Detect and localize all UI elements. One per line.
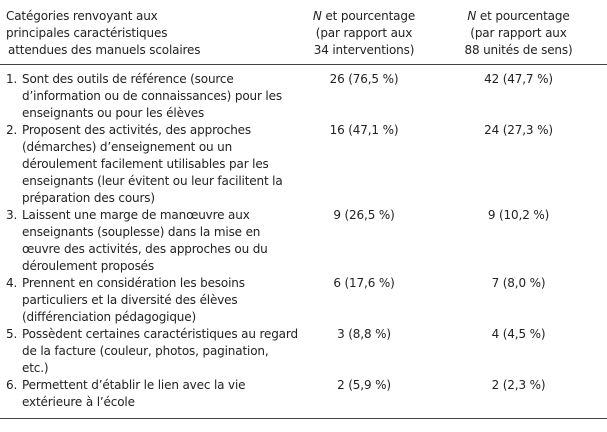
interventions-cell: 2 (5,9 %): [298, 377, 430, 419]
table-body: [0, 65, 607, 419]
header-interventions-line2: (par rapport aux: [315, 26, 413, 40]
units-cell: 2 (2,3 %): [430, 377, 607, 419]
units-cell: 24 (27,3 %): [484, 123, 553, 137]
category-text: Laissent une marge de manœuvre aux enseignants (souplesse) dans la mise en œuvre des activités, des approches ou du déroulement proposés: [22, 208, 268, 273]
header-interventions-line1: [298, 8, 430, 25]
table-row: [0, 207, 607, 275]
units-cell: 42 (47,7 %): [484, 72, 553, 86]
table-header: [0, 2, 607, 65]
results-table: [0, 2, 607, 419]
category-cell: [0, 122, 298, 207]
category-cell: [0, 207, 298, 275]
category-text: Permettent d’établir le lien avec la vie extérieure à l’école: [22, 378, 246, 409]
row-number: 3.: [6, 208, 18, 222]
interventions-cell: 9 (26,5 %): [333, 208, 395, 222]
header-categories-line1: Catégories renvoyant aux: [6, 9, 158, 23]
header-interventions-n: N: [312, 9, 322, 23]
header-categories-line2: principales caractéristiques: [6, 26, 168, 40]
header-interventions-line1-rest: et pourcentage: [321, 9, 416, 23]
header-units: [430, 2, 607, 65]
units-cell: 9 (10,2 %): [487, 208, 550, 222]
header-units-line1-rest: et pourcentage: [476, 9, 570, 23]
header-categories-line3: attendues des manuels scolaires: [8, 43, 201, 57]
table-row: [0, 377, 607, 419]
category-text: Possèdent certaines caractéristiques au regard de la facture (couleur, photos, pagination, etc.): [22, 327, 298, 375]
header-units-line2: (par rapport aux: [470, 26, 567, 40]
header-units-line3: 88 unités de sens): [464, 43, 573, 57]
category-cell: [0, 65, 298, 123]
header-row: [0, 2, 607, 65]
table-row: [0, 275, 607, 326]
row-number: 4.: [6, 276, 18, 290]
category-text: Sont des outils de référence (source d’information ou de connaissances) pour les enseignants ou pour les élèves: [22, 72, 282, 120]
header-interventions: [298, 2, 430, 65]
category-text: Prennent en considération les besoins particuliers et la diversité des élèves (différenciation pédagogique): [22, 276, 245, 324]
header-units-n: N: [467, 9, 477, 23]
interventions-cell: 3 (8,8 %): [337, 327, 391, 341]
row-number: 6.: [6, 378, 18, 392]
interventions-cell: 6 (17,6 %): [333, 276, 395, 290]
units-cell: 7 (8,0 %): [491, 276, 546, 290]
category-cell: [0, 275, 298, 326]
row-number: 2.: [6, 123, 18, 137]
category-text: Proposent des activités, des approches (démarches) d’enseignement ou un déroulement facilement utilisables par les enseignants (leur évitent ou leur facilitent la préparation des cours): [22, 123, 283, 205]
table-row: [0, 326, 607, 377]
interventions-cell: 26 (76,5 %): [329, 72, 399, 86]
table-row: [0, 65, 607, 123]
header-interventions-line3: 34 interventions): [313, 43, 415, 57]
row-number: 1.: [6, 72, 18, 86]
row-number: 5.: [6, 327, 18, 341]
category-cell: [0, 326, 298, 377]
table-row: [0, 122, 607, 207]
units-cell: 4 (4,5 %): [491, 327, 546, 341]
interventions-cell: 16 (47,1 %): [329, 123, 399, 137]
header-units-line1: [430, 8, 607, 25]
category-cell: [0, 377, 298, 419]
header-categories: [0, 2, 298, 65]
